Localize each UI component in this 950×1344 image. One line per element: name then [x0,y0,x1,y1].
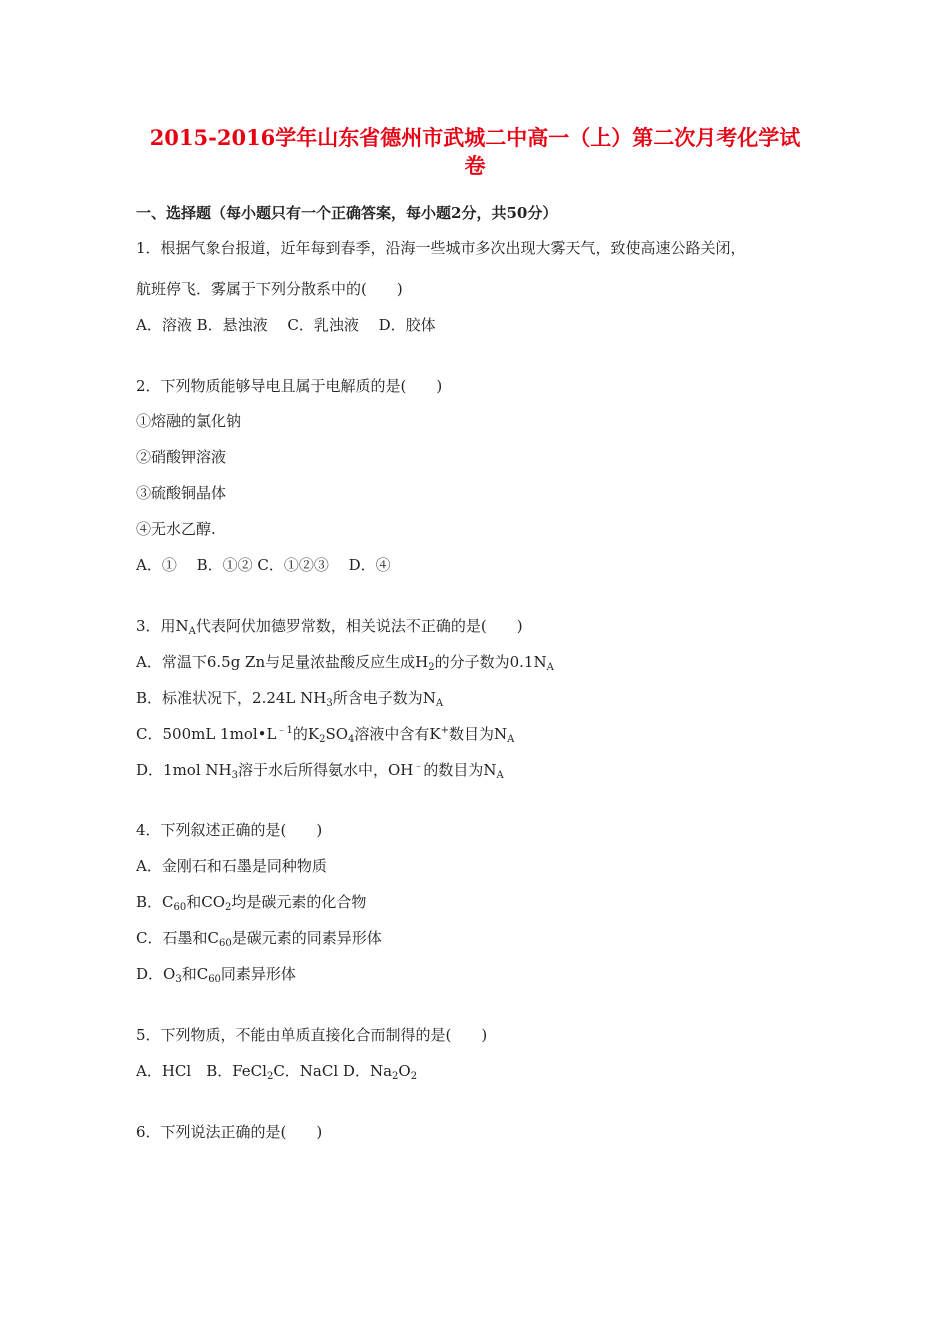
q4-c-sub: 60 [218,938,232,949]
q4-d-text-3: 同素异形体 [220,965,296,983]
q5-options [136,1061,417,1081]
q3-b-text: B．标准状况下，2.24L NH [136,689,327,707]
q3-option-a [136,652,554,672]
q4-b-text-3: 均是碳元素的化合物 [231,893,367,911]
q2-item-3: ③硫酸铜晶体 [136,484,227,502]
section-heading: 一、选择题（每小题只有一个正确答案，每小题2分，共50分） [136,204,558,222]
q3-c-sup: ﹣1 [276,725,293,736]
q3-c-text-2: 的K [292,725,320,743]
q3-b-text-2: 所含电子数为N [332,689,436,707]
q4-option-b [136,892,366,912]
q3-d-text: D．1mol NH [136,761,232,779]
q3-a-text: A．常温下6.5g Zn与足量浓盐酸反应生成H [136,653,429,671]
q4-b-sub: 60 [173,902,187,913]
q2-item-1: ①熔融的氯化钠 [136,412,242,430]
q4-b-text: B．C [136,893,174,911]
q5-opt-sub-3: 2 [410,1071,418,1082]
q3-a-sub: 2 [428,662,435,673]
q4-d-text-2: 和C [181,965,209,983]
q3-d-sup: ﹣ [413,761,424,772]
q4-d-sub-2: 60 [208,974,221,985]
page-title [120,124,830,180]
q5-opt-sub-2: 2 [392,1071,399,1082]
q4-c-text-2: 是碳元素的同素异形体 [231,929,382,947]
q3-option-d [136,760,504,780]
q1-stem-line-1: 1．根据气象台报道，近年每到春季，沿海一些城市多次出现大雾天气，致使高速公路关闭， [136,239,746,257]
q3-a-text-2: 的分子数为0.1N [434,653,547,671]
q4-c-text: C．石墨和C [136,929,219,947]
q3-c-sub-2: 4 [348,734,355,745]
q3-c-sup-2: + [440,725,449,736]
q3-c-sub: 2 [319,734,326,745]
q3-a-sub-2: A [546,662,554,673]
q3-option-b [136,688,443,708]
q5-stem: 5．下列物质，不能由单质直接化合而制得的是( ) [136,1026,488,1044]
q3-option-c [136,724,514,744]
q3-stem-subscript: A [188,626,196,637]
q6-stem: 6．下列说法正确的是( ) [136,1123,323,1141]
q2-options: A．① B．①② C．①②③ D．④ [136,556,391,574]
q2-stem: 2．下列物质能够导电且属于电解质的是( ) [136,377,443,395]
q4-option-a: A．金刚石和石墨是同种物质 [136,857,327,875]
q5-opt-text-3: O [398,1062,411,1080]
q3-d-text-2: 溶于水后所得氨水中，OH [237,761,414,779]
q3-d-sub: 3 [231,770,238,781]
q4-b-sub-2: 2 [225,902,232,913]
q3-d-text-3: 的数目为N [423,761,497,779]
q4-option-d [136,964,296,984]
q4-d-text: D．O [136,965,176,983]
q3-c-text-4: 溶液中含有K [354,725,441,743]
q4-option-c [136,928,382,948]
q4-b-text-2: 和CO [186,893,226,911]
q3-c-text-5: 数目为N [449,725,508,743]
q3-c-text-3: SO [325,725,349,743]
q2-item-2: ②硝酸钾溶液 [136,448,227,466]
q3-stem-text: 3．用N [136,617,189,635]
q5-opt-sub: 2 [266,1071,274,1082]
q5-opt-text-2: C．NaCl D．Na [273,1062,393,1080]
q1-options: A．溶液 B．悬浊液 C．乳浊液 D．胶体 [136,316,436,334]
title-line-1: 2015-2016学年山东省德州市武城二中高一（上）第二次月考化学试 [149,125,801,150]
q2-item-4: ④无水乙醇. [136,520,216,538]
q3-d-sub-2: A [496,770,504,781]
q3-c-sub-3: A [507,734,515,745]
q3-b-sub: 3 [326,698,333,709]
q3-stem [136,616,523,636]
q1-stem-line-2: 航班停飞．雾属于下列分散系中的( ) [136,280,403,298]
q3-stem-text-2: 代表阿伏加德罗常数，相关说法不正确的是( ) [195,617,523,635]
title-line-2: 卷 [464,153,486,178]
q3-b-sub-2: A [435,698,444,709]
q4-d-sub: 3 [175,974,182,985]
q3-c-text: C．500mL 1mol•L [136,725,277,743]
q4-stem: 4．下列叙述正确的是( ) [136,821,323,839]
q5-opt-text: A．HCl B．FeCl [136,1062,267,1080]
